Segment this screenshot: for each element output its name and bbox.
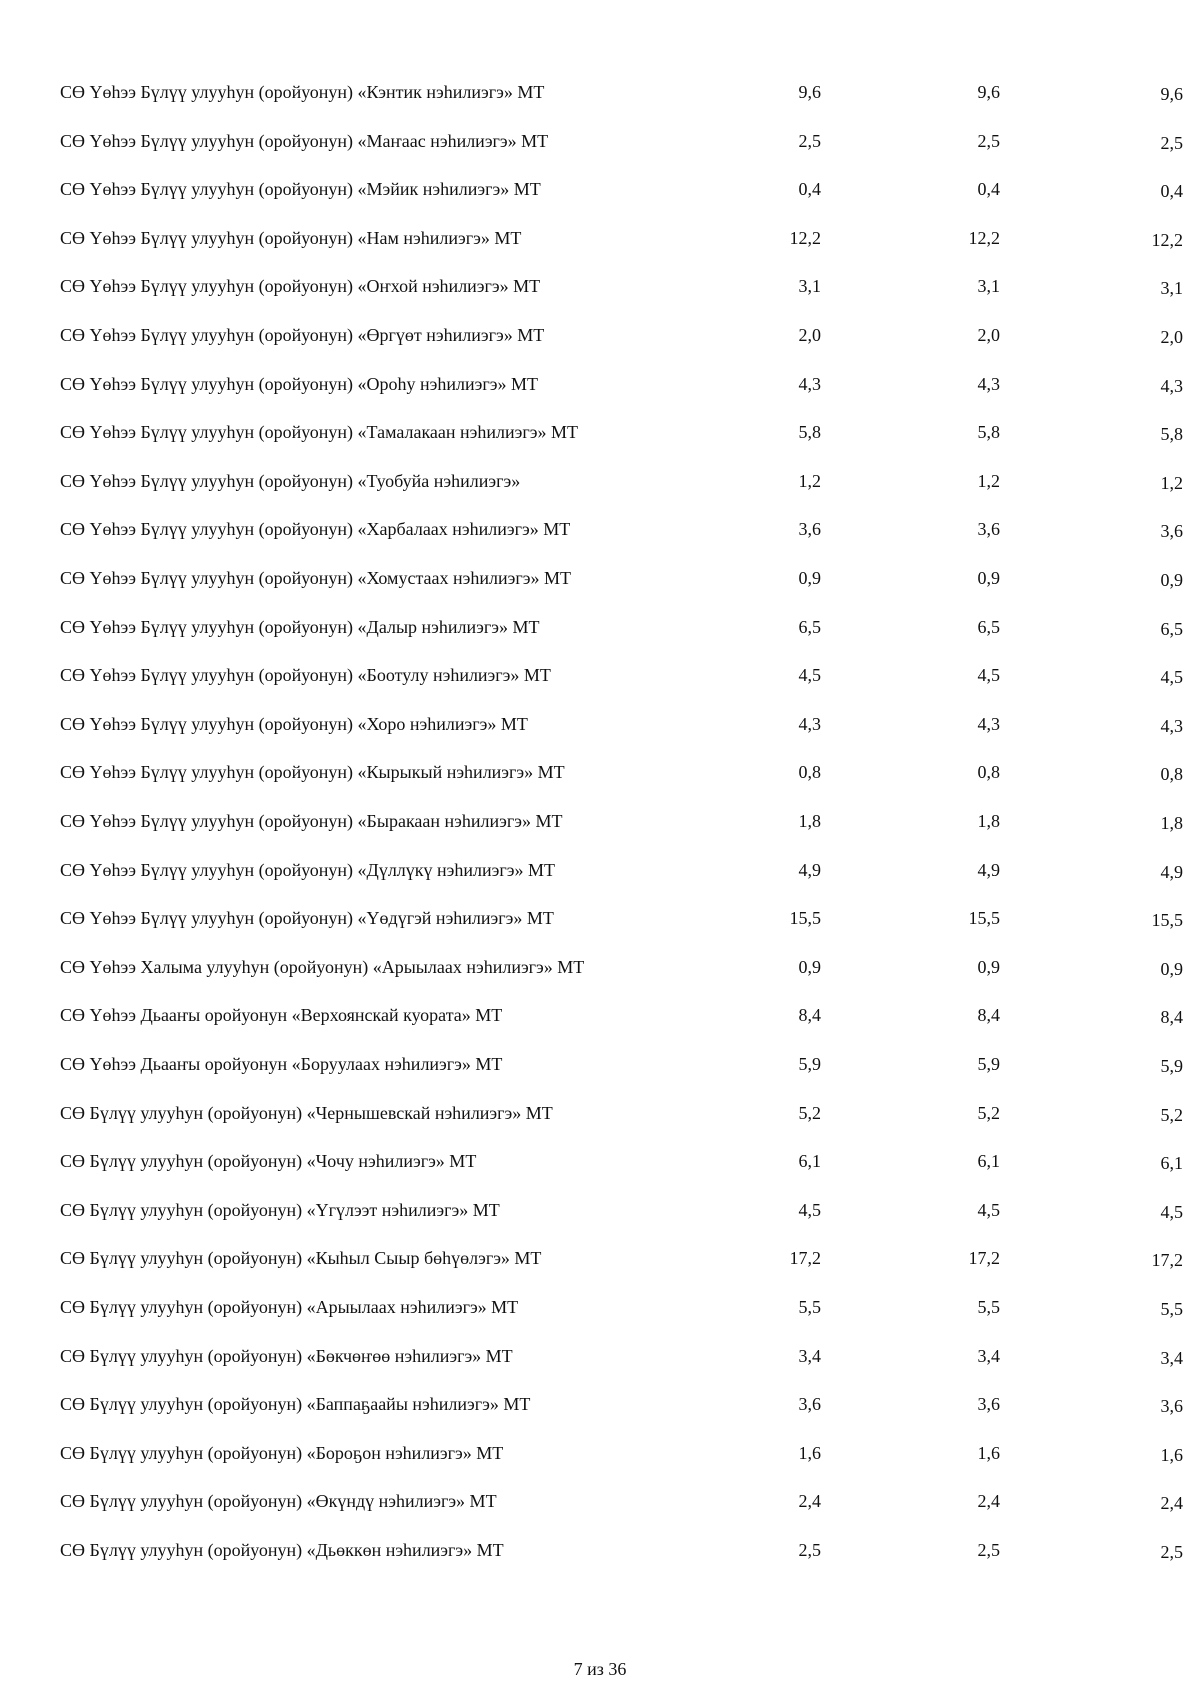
row-value-v1: 6,1 [798, 1151, 821, 1172]
row-value-v1: 1,8 [798, 811, 821, 831]
row-name: СӨ Бүлүү улууһун (оройуонун) «Бөкчөҥөө нэһилиэгэ» МТ [60, 1345, 513, 1366]
row-value-v1: 12,2 [789, 227, 821, 248]
row-name: СӨ Бүлүү улууһун (оройуонун) «Бороҕон нэһилиэгэ» МТ [60, 1442, 504, 1463]
row-value-v3: 9,6 [1160, 84, 1183, 104]
row-name: СӨ Үөһээ Халыма улууһун (оройуонун) «Арыылаах нэһилиэгэ» МТ [60, 956, 585, 977]
row-value-v2: 0,4 [977, 179, 1000, 200]
row-value-v2: 5,9 [977, 1054, 1000, 1074]
row-value-v1: 4,9 [798, 859, 821, 880]
row-value-v2: 2,5 [977, 130, 1000, 151]
row-name: СӨ Үөһээ Бүлүү улууһун (оройуонун) «Дүллүкү нэһилиэгэ» МТ [60, 859, 555, 880]
row-value-v1: 3,4 [798, 1345, 821, 1366]
row-value-v2: 1,6 [977, 1442, 1000, 1463]
row-name: СӨ Бүлүү улууһун (оройуонун) «Чочу нэһилиэгэ» МТ [60, 1151, 477, 1172]
row-value-v2: 15,5 [968, 908, 1000, 929]
row-value-v3: 2,4 [1160, 1493, 1183, 1514]
row-value-v3: 0,8 [1160, 764, 1183, 785]
row-name: СӨ Үөһээ Бүлүү улууһун (оройуонун) «Мэйик нэһилиэгэ» МТ [60, 179, 541, 200]
row-value-v3: 2,5 [1160, 132, 1183, 153]
row-value-v2: 12,2 [968, 227, 1000, 248]
row-value-v3: 5,8 [1160, 424, 1183, 445]
row-name: СӨ Үөһээ Бүлүү улууһун (оройуонун) «Харбалаах нэһилиэгэ» МТ [60, 519, 571, 540]
row-value-v3: 4,3 [1160, 375, 1183, 396]
row-value-v2: 5,5 [977, 1297, 1000, 1317]
row-value-v2: 3,6 [977, 519, 1000, 540]
row-value-v3: 3,4 [1160, 1347, 1183, 1368]
row-value-v2: 5,8 [977, 422, 1000, 443]
row-name: СӨ Үөһээ Бүлүү улууһун (оройуонун) «Өргүөт нэһилиэгэ» МТ [60, 325, 545, 345]
row-value-v3: 1,8 [1160, 813, 1183, 833]
row-value-v2: 1,2 [977, 470, 1000, 491]
row-name: СӨ Үөһээ Дьааҥы оройуонун «Верхоянскай куората» МТ [60, 1005, 503, 1026]
row-value-v3: 0,9 [1160, 570, 1183, 590]
row-value-v1: 2,4 [798, 1491, 821, 1512]
row-name: СӨ Үөһээ Бүлүү улууһун (оройуонун) «Тамалакаан нэһилиэгэ» МТ [60, 422, 578, 443]
row-value-v2: 3,6 [977, 1394, 1000, 1415]
row-value-v2: 2,0 [977, 325, 1000, 345]
row-value-v1: 8,4 [798, 1005, 821, 1026]
row-value-v3: 5,2 [1160, 1104, 1183, 1125]
row-name: СӨ Үөһээ Бүлүү улууһун (оройуонун) «Хоро нэһилиэгэ» МТ [60, 713, 528, 734]
row-value-v1: 6,5 [798, 616, 821, 637]
page-number: 7 из 36 [573, 1659, 627, 1679]
row-name: СӨ Үөһээ Бүлүү улууһун (оройуонун) «Кырыкый нэһилиэгэ» МТ [60, 762, 565, 783]
row-name: СӨ Бүлүү улууһун (оройуонун) «Үгүлээт нэһилиэгэ» МТ [60, 1199, 500, 1220]
row-value-v1: 4,3 [798, 373, 821, 394]
row-name: СӨ Үөһээ Бүлүү улууһун (оройуонун) «Далыр нэһилиэгэ» МТ [60, 616, 540, 637]
row-value-v3: 3,6 [1160, 521, 1183, 542]
row-name: СӨ Бүлүү улууһун (оройуонун) «Дьөккөн нэһилиэгэ» МТ [60, 1540, 504, 1560]
row-value-v2: 2,4 [977, 1491, 1000, 1512]
row-name: СӨ Бүлүү улууһун (оройуонун) «Өкүндү нэһилиэгэ» МТ [60, 1491, 497, 1512]
row-value-v3: 4,5 [1160, 667, 1183, 688]
row-value-v3: 2,0 [1160, 327, 1183, 347]
row-value-v3: 12,2 [1151, 229, 1183, 250]
row-value-v1: 2,5 [798, 130, 821, 151]
row-value-v1: 0,4 [798, 179, 821, 200]
row-value-v3: 0,4 [1160, 181, 1183, 202]
row-value-v1: 3,6 [798, 519, 821, 540]
row-name: СӨ Үөһээ Бүлүү улууһун (оройуонун) «Боотулу нэһилиэгэ» МТ [60, 665, 551, 686]
row-value-v1: 9,6 [798, 82, 821, 102]
row-value-v1: 4,5 [798, 1199, 821, 1220]
row-value-v3: 3,1 [1160, 278, 1183, 299]
row-value-v3: 0,9 [1160, 958, 1183, 979]
row-value-v1: 5,8 [798, 422, 821, 443]
row-name: СӨ Үөһээ Бүлүү улууһун (оройуонун) «Кэнтик нэһилиэгэ» МТ [60, 82, 545, 102]
row-value-v1: 2,5 [798, 1540, 821, 1560]
row-value-v3: 6,5 [1160, 618, 1183, 639]
row-value-v2: 2,5 [977, 1540, 1000, 1560]
row-value-v1: 15,5 [789, 908, 821, 929]
row-value-v2: 4,5 [977, 1199, 1000, 1220]
row-name: СӨ Бүлүү улууһун (оройуонун) «Чернышевскай нэһилиэгэ» МТ [60, 1102, 553, 1123]
row-value-v3: 17,2 [1151, 1250, 1183, 1271]
row-value-v3: 4,9 [1160, 861, 1183, 882]
row-value-v2: 9,6 [977, 82, 1000, 102]
row-name: СӨ Үөһээ Бүлүү улууһун (оройуонун) «Маҥаас нэһилиэгэ» МТ [60, 130, 549, 151]
row-name: СӨ Үөһээ Бүлүү улууһун (оройуонун) «Хомустаах нэһилиэгэ» МТ [60, 568, 571, 588]
row-value-v1: 1,2 [798, 470, 821, 491]
row-value-v3: 3,6 [1160, 1396, 1183, 1417]
row-value-v1: 3,1 [798, 276, 821, 297]
row-value-v3: 4,5 [1160, 1201, 1183, 1222]
row-value-v1: 17,2 [789, 1248, 821, 1269]
row-name: СӨ Үөһээ Дьааҥы оройуонун «Боруулаах нэһилиэгэ» МТ [60, 1054, 503, 1074]
row-name: СӨ Үөһээ Бүлүү улууһун (оройуонун) «Нам нэһилиэгэ» МТ [60, 227, 522, 248]
row-value-v1: 3,6 [798, 1394, 821, 1415]
row-value-v2: 4,5 [977, 665, 1000, 686]
row-value-v3: 8,4 [1160, 1007, 1183, 1028]
row-value-v2: 0,8 [977, 762, 1000, 783]
row-value-v2: 5,2 [977, 1102, 1000, 1123]
row-name: СӨ Бүлүү улууһун (оройуонун) «Баппаҕаайы нэһилиэгэ» МТ [60, 1394, 531, 1415]
row-value-v2: 4,3 [977, 373, 1000, 394]
row-value-v3: 1,2 [1160, 472, 1183, 493]
row-name: СӨ Үөһээ Бүлүү улууһун (оройуонун) «Туобуйа нэһилиэгэ» [60, 470, 521, 491]
row-value-v2: 6,1 [977, 1151, 1000, 1172]
row-value-v3: 1,6 [1160, 1444, 1183, 1465]
row-value-v1: 0,9 [798, 956, 821, 977]
row-value-v3: 15,5 [1151, 910, 1183, 931]
row-value-v2: 8,4 [977, 1005, 1000, 1026]
row-value-v1: 5,5 [798, 1297, 821, 1317]
row-value-v3: 5,5 [1160, 1299, 1183, 1319]
row-value-v3: 6,1 [1160, 1153, 1183, 1174]
row-value-v2: 1,8 [977, 811, 1000, 831]
row-value-v3: 2,5 [1160, 1542, 1183, 1562]
row-value-v2: 0,9 [977, 956, 1000, 977]
row-value-v2: 4,9 [977, 859, 1000, 880]
row-name: СӨ Бүлүү улууһун (оройуонун) «Кыһыл Сыыр бөһүөлэгэ» МТ [60, 1248, 542, 1269]
row-name: СӨ Үөһээ Бүлүү улууһун (оройуонун) «Оҥхой нэһилиэгэ» МТ [60, 276, 541, 297]
row-value-v2: 4,3 [977, 713, 1000, 734]
row-name: СӨ Бүлүү улууһун (оройуонун) «Арыылаах нэһилиэгэ» МТ [60, 1297, 519, 1317]
row-value-v2: 3,1 [977, 276, 1000, 297]
row-name: СӨ Үөһээ Бүлүү улууһун (оройуонун) «Ороһу нэһилиэгэ» МТ [60, 373, 538, 394]
row-value-v1: 4,3 [798, 713, 821, 734]
row-value-v1: 0,8 [798, 762, 821, 783]
row-name: СӨ Үөһээ Бүлүү улууһун (оройуонун) «Үөдүгэй нэһилиэгэ» МТ [60, 908, 554, 929]
row-value-v2: 17,2 [968, 1248, 1000, 1269]
row-value-v3: 4,3 [1160, 715, 1183, 736]
row-value-v3: 5,9 [1160, 1056, 1183, 1076]
row-value-v1: 4,5 [798, 665, 821, 686]
row-value-v1: 0,9 [798, 568, 821, 588]
row-name: СӨ Үөһээ Бүлүү улууһун (оройуонун) «Быракаан нэһилиэгэ» МТ [60, 811, 563, 831]
row-value-v1: 1,6 [798, 1442, 821, 1463]
row-value-v1: 5,9 [798, 1054, 821, 1074]
row-value-v2: 0,9 [977, 568, 1000, 588]
row-value-v2: 6,5 [977, 616, 1000, 637]
row-value-v1: 2,0 [798, 325, 821, 345]
row-value-v2: 3,4 [977, 1345, 1000, 1366]
row-value-v1: 5,2 [798, 1102, 821, 1123]
